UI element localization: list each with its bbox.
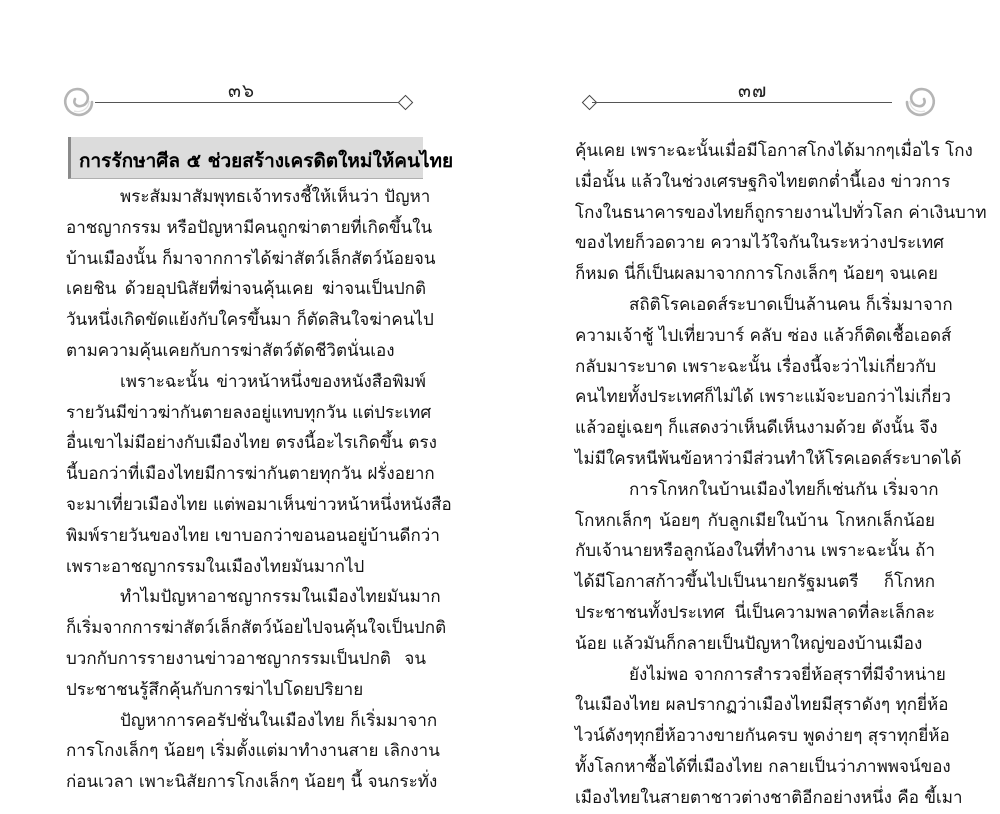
text-line: อาชญากรรม หรือปัญหามีคนถูกฆ่าตายที่เกิดขึ้นใน [66,217,433,238]
text-line: การโกหกในบ้านเมืองไทยก็เช่นกัน เริ่มจาก [629,479,939,500]
text-line: ในเมืองไทย ผลปรากฏว่าเมืองไทยมีสุราดังๆ ทุกยี่ห้อ [575,695,949,716]
text-line: ก่อนเวลา เพาะนิสัยการโกงเล็กๆ น้อยๆ นี้ จนกระทั่ง [66,772,438,793]
text-line: ยังไม่พอ จากการสำรวจยี่ห้อสุราที่มีจำหน่าย [629,664,946,685]
left-page [0,0,500,791]
text-line: วันหนึ่งเกิดขัดแย้งกับใครขึ้นมา ก็ตัดสินใจฆ่าคนไป [66,310,434,331]
text-line: ทั้งโลกหาซื้อได้ที่เมืองไทย กลายเป็นว่าภาพพจน์ของ [575,756,951,777]
text-line: ความเจ้าชู้ ไปเที่ยวบาร์ คลับ ซ่อง แล้วก็ติดเชื้อเอดส์ [575,325,952,346]
diamond-icon [398,95,414,111]
text-line: กับเจ้านายหรือลูกน้องในที่ทำงาน เพราะฉะนั้น ถ้า [575,541,935,562]
text-line: บวกกับการรายงานข่าวอาชญากรรมเป็นปกติ จน [66,648,426,669]
text-line: ทำไมปัญหาอาชญากรรมในเมืองไทยมันมาก [120,587,441,608]
text-line: ได้มีโอกาสก้าวขึ้นไปเป็นนายกรัฐมนตรี ก็โกหก [575,572,935,593]
text-line: กลับมาระบาด เพราะฉะนั้น เรื่องนี้จะว่าไม่เกี่ยวกับ [575,356,937,377]
text-line: พระสัมมาสัมพุทธเจ้าทรงชี้ให้เห็นว่า ปัญหา [120,187,431,207]
text-line: สถิติโรคเอดส์ระบาดเป็นล้านคน ก็เริ่มมาจาก [629,294,953,315]
text-line: ของไทยก็วอดวาย ความไว้ใจกันในระหว่างประเทศ [575,233,944,254]
swirl-ornament-icon [903,82,941,120]
text-line: ตามความคุ้นเคยกับการฆ่าสัตว์ตัดชีวิตนั่นเอง [66,340,395,361]
header-rule [592,102,892,103]
text-line: บ้านเมืองนั้น ก็มาจากการได้ฆ่าสัตว์เล็กสัตว์น้อยจน [66,248,436,269]
text-line: ไม่มีใครหนีพ้นข้อหาว่ามีส่วนทำให้โรคเอดส์ระบาดได้ [575,448,962,469]
page-number: ๓๗ [738,80,768,102]
text-line: นี้บอกว่าที่เมืองไทยมีการฆ่ากันตายทุกวัน ฝรั่งอยาก [66,464,435,485]
text-line: เคยชิน ด้วยอุปนิสัยที่ฆ่าจนคุ้นเคย ฆ่าจนเป็นปกติ [66,279,426,300]
page-number: ๓๖ [228,80,256,102]
text-line: ก็หมด นี่ก็เป็นผลมาจากการโกงเล็กๆ น้อยๆ จนเคย [575,264,939,285]
text-line: เพราะอาชญากรรมในเมืองไทยมันมากไป [66,556,365,577]
body-text [575,136,987,814]
body-text [66,182,452,798]
text-line: คนไทยทั้งประเทศก็ไม่ได้ เพราะแม้จะบอกว่าไม่เกี่ยว [575,387,951,408]
section-title-band [68,137,454,179]
text-line: โกงในธนาคารของไทยก็ถูกรายงานไปทั่วโลก ค่าเงินบาท [575,202,987,223]
text-line: พิมพ์รายวันของไทย เขาบอกว่าขอนอนอยู่บ้านดีกว่า [66,525,440,546]
text-line: เพราะฉะนั้น ข่าวหน้าหนึ่งของหนังสือพิมพ์ [120,371,426,392]
section-title: การรักษาศีล ๕ ช่วยสร้างเครดิตใหม่ให้คนไทย [79,150,454,172]
text-line: ไวน์ดังๆทุกยี่ห้อวางขายกันครบ พูดง่ายๆ สุราทุกยี่ห้อ [575,726,950,747]
text-line: ปัญหาการคอรัปชั่นในเมืองไทย ก็เริ่มมาจาก [120,710,438,731]
text-line: เมืองไทยในสายตาชาวต่างชาติอีกอย่างหนึ่ง คือ ขี้เมา [575,787,963,808]
text-line: ประชาชนทั้งประเทศ นี่เป็นความพลาดที่ละเล็กละ [575,602,935,623]
right-page [500,0,1000,808]
text-line: เมื่อนั้น แล้วในช่วงเศรษฐกิจไทยตกต่ำนี้เอง ข่าวการ [575,171,951,192]
text-line: แล้วอยู่เฉยๆ ก็แสดงว่าเห็นดีเห็นงามด้วย ดังนั้น จึง [575,418,938,439]
text-line: ก็เริ่มจากการฆ่าสัตว์เล็กสัตว์น้อยไปจนคุ้นใจเป็นปกติ [66,618,447,639]
text-line: การโกงเล็กๆ น้อยๆ เริ่มตั้งแต่มาทำงานสาย เลิกงาน [66,741,440,762]
text-line: รายวันมีข่าวฆ่ากันตายลงอยู่แทบทุกวัน แต่ประเทศ [66,402,432,423]
text-line: น้อย แล้วมันก็กลายเป็นปัญหาใหญ่ของบ้านเมือง [575,633,923,654]
text-line: คุ้นเคย เพราะฉะนั้นเมื่อมีโอกาสโกงได้มากๆเมื่อไร โกง [575,141,973,161]
header-rule [95,102,400,103]
text-line: อื่นเขาไม่มีอย่างกับเมืองไทย ตรงนี้อะไรเกิดขึ้น ตรง [66,433,437,454]
swirl-ornament-icon [58,82,96,120]
text-line: ประชาชนรู้สึกคุ้นกับการฆ่าไปโดยปริยาย [66,679,364,700]
text-line: โกหกเล็กๆ น้อยๆ กับลูกเมียในบ้าน โกหกเล็กน้อย [575,510,935,531]
text-line: จะมาเที่ยวเมืองไทย แต่พอมาเห็นข่าวหน้าหนึ่งหนังสือ [66,494,452,515]
